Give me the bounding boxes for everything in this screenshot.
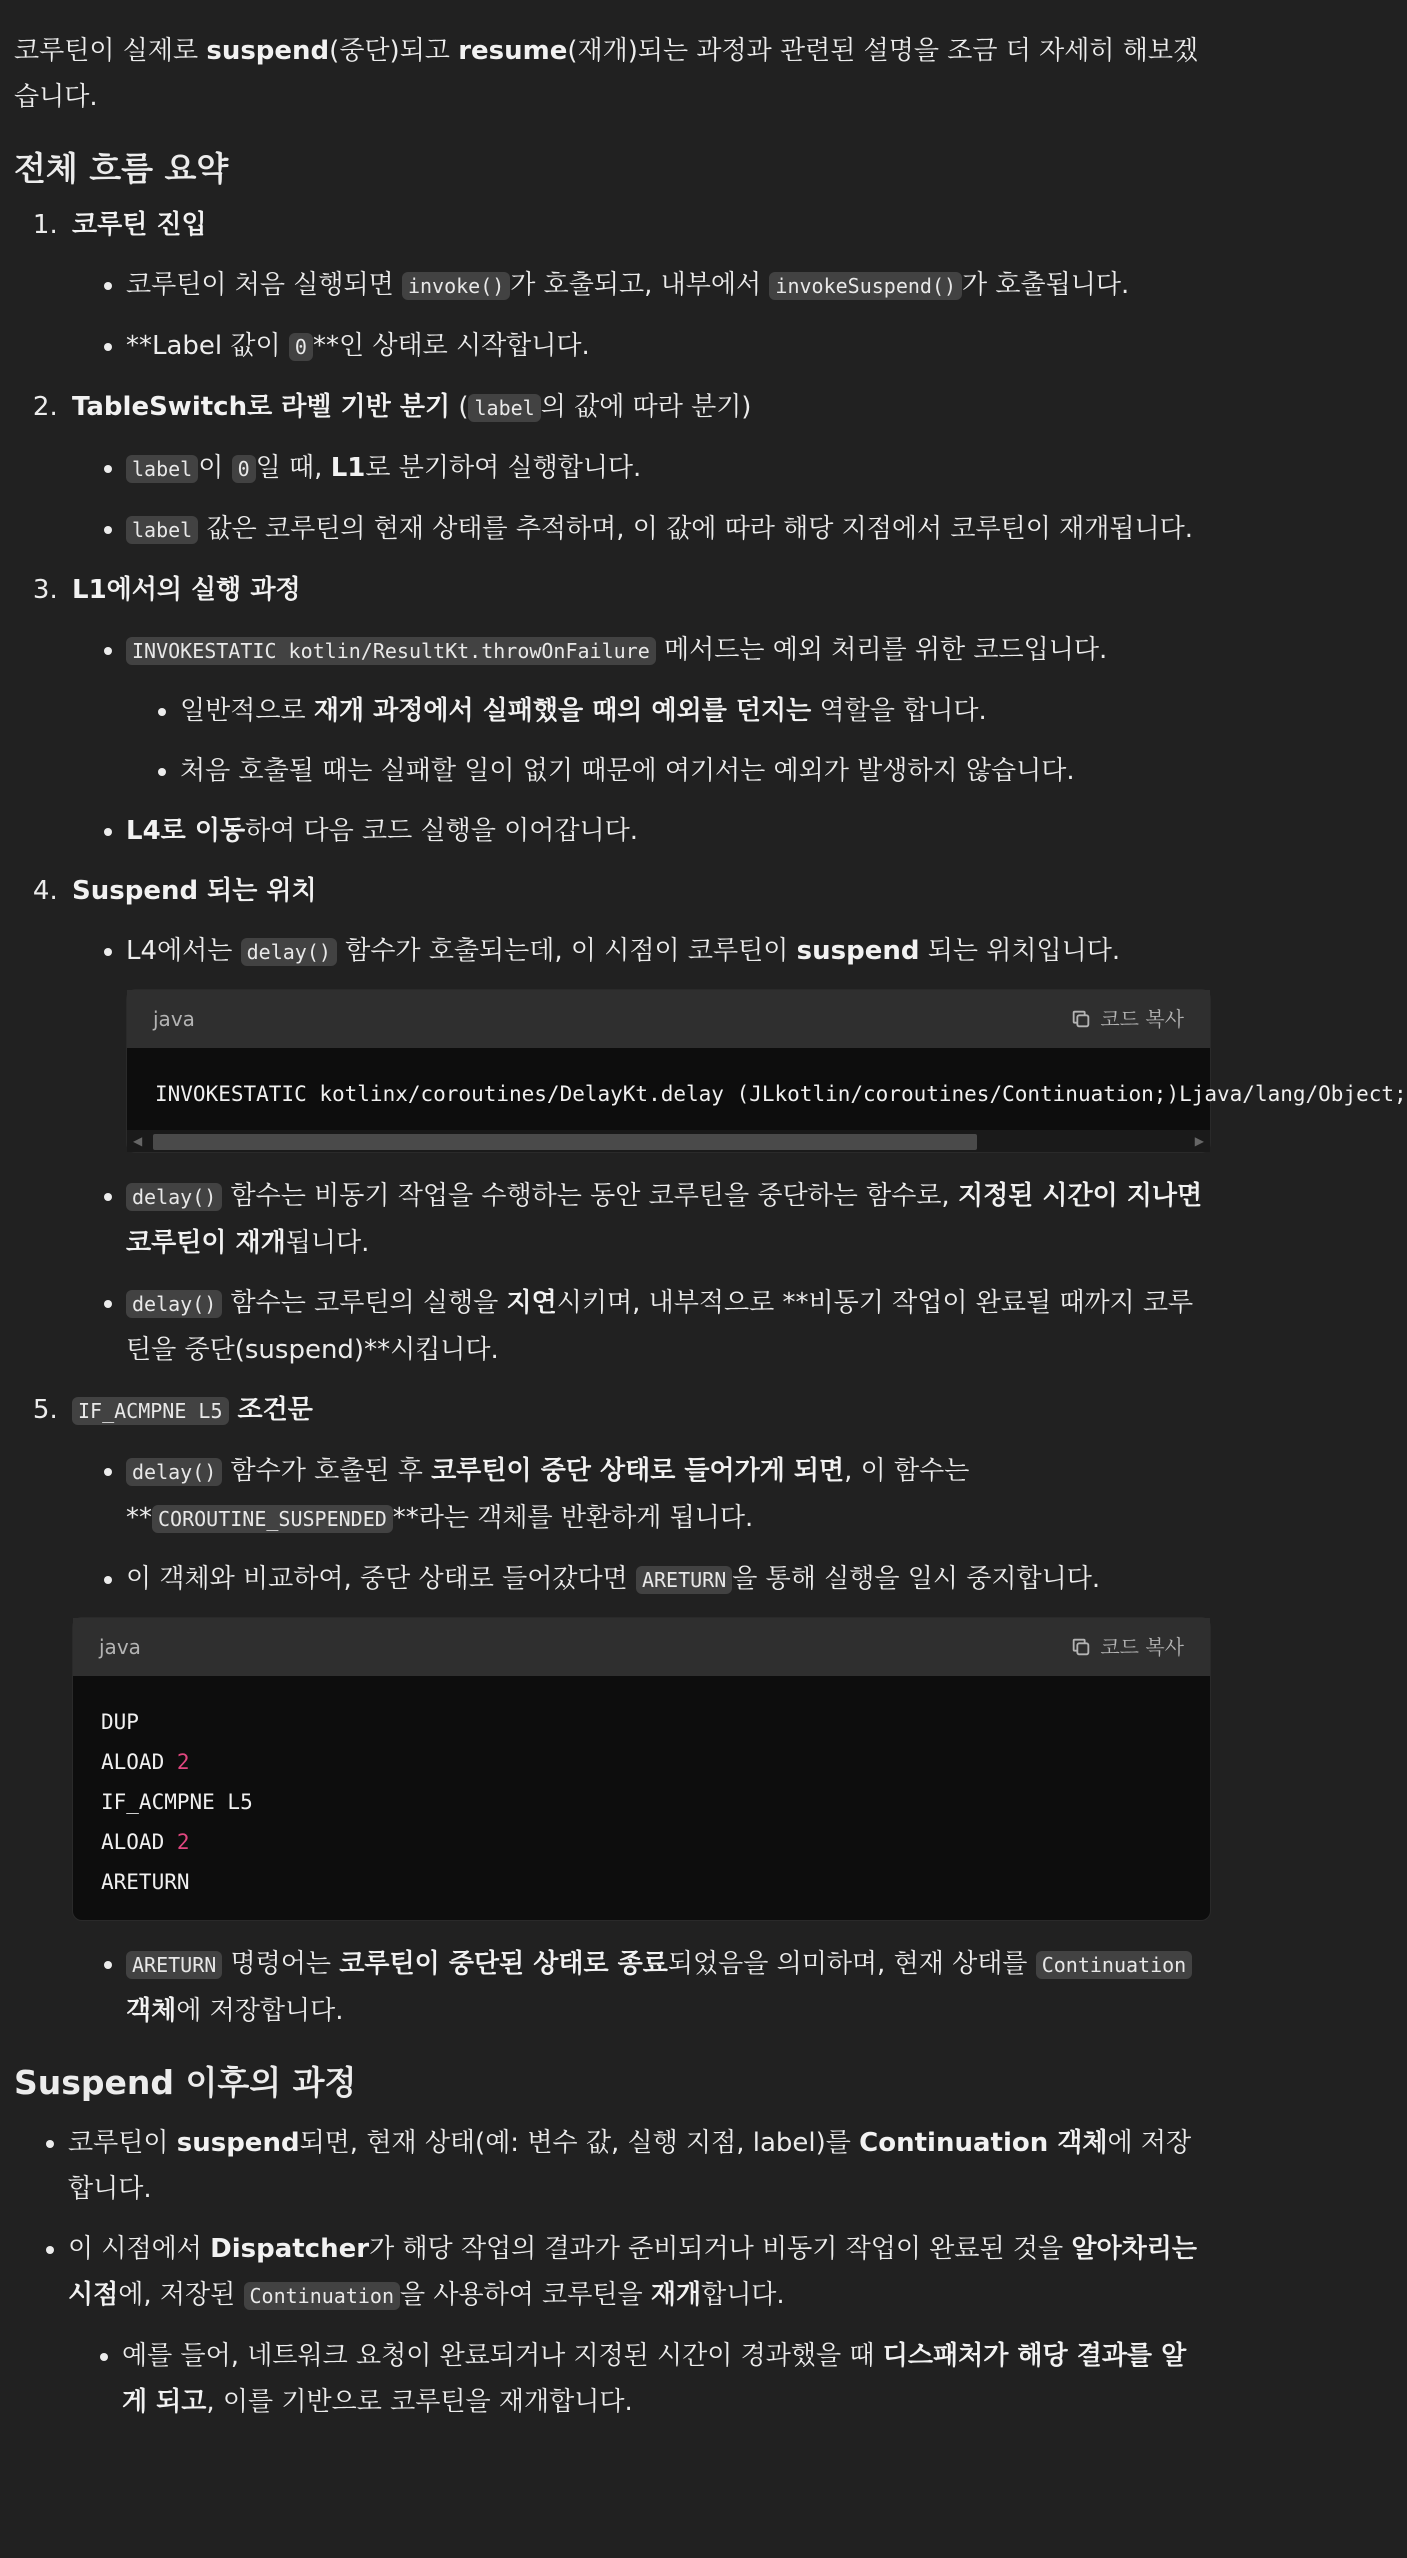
- bullet-list: [72, 928, 1407, 1373]
- flow-list: [14, 202, 1407, 2034]
- inline-code: IF_ACMPNE L5: [72, 1397, 229, 1425]
- bullet-item: • 이 객체와 비교하여, 중단 상태로 들어갔다면 ARETURN 을 통해 실행을 일시 중지합니다.: [126, 1556, 1211, 1603]
- copy-icon: [1070, 1008, 1092, 1030]
- copy-label: 코드 복사: [1100, 1007, 1184, 1031]
- inline-code: label: [126, 516, 198, 544]
- code-block: [126, 989, 1407, 1153]
- bullet-item: • 이 시점에서 Dispatcher가 해당 작업의 결과가 준비되거나 비동기 작업이 완료된 것을 알아차리는 시점에, 저장된 Continuation 을 사용하여 코루틴을 재개합니다. • 예를 들어, 네트워크 요청이 완료되거나 지정된 시간이 경과했을 때 디스패처가 해당 결과를 알게 되고, 이를 기반으로 코루틴을 재개합니다.: [68, 2226, 1211, 2425]
- bullet-list: [72, 1448, 1211, 1603]
- item-title: 조건문: [228, 1395, 313, 1425]
- inline-code: delay(): [241, 938, 337, 966]
- inline-code: 0: [289, 333, 313, 361]
- bullet-list: [14, 2120, 1211, 2425]
- code-line: ALOAD 2: [101, 1830, 190, 1854]
- item-title: Suspend 되는 위치: [72, 876, 317, 906]
- code-block: [72, 1617, 1211, 1921]
- text: (재개)되는 과정과 관련된 설명을 조금 더 자세히 해보겠습니다.: [14, 36, 1199, 112]
- inline-code: Continuation: [1036, 1951, 1193, 1979]
- code-content: [73, 1676, 1210, 1920]
- code-line: INVOKESTATIC kotlinx/coroutines/DelayKt.delay (JLkotlin/coroutines/Continuation;)Ljava/lang/Object;: [155, 1082, 1407, 1106]
- bullet-item: • ARETURN 명령어는 코루틴이 중단된 상태로 종료되었음을 의미하며, 현재 상태를 Continuation 객체에 저장합니다.: [126, 1941, 1211, 2034]
- sub-bullet-item: • 일반적으로 재개 과정에서 실패했을 때의 예외를 던지는 역할을 합니다.: [180, 688, 1211, 734]
- list-item: [66, 567, 1211, 854]
- sub-bullet-list: [126, 688, 1211, 794]
- list-item: [66, 868, 1407, 1373]
- code-content: [127, 1048, 1407, 1130]
- section-heading: Suspend 이후의 과정: [14, 2063, 357, 2102]
- bullet-item: • L4에서는 delay() 함수가 호출되는데, 이 시점이 코루틴이 suspend 되는 위치입니다. java 코드 복사 INVOKESTATIC kotlinx/coroutines/DelayKt.delay (JLkotlin/coroutines/Continuation;)Ljava/lang/Object; ◀ ▶: [126, 928, 1211, 1153]
- item-title: L1에서의 실행 과정: [72, 575, 301, 605]
- copy-code-button[interactable]: [1070, 996, 1184, 1042]
- inline-code: 0: [232, 455, 256, 483]
- code-language-label: java: [99, 1635, 141, 1659]
- code-language-label: java: [153, 1007, 195, 1031]
- code-header: [73, 1618, 1210, 1676]
- bullet-list: [72, 1941, 1211, 2034]
- sub-bullet-item: • 예를 들어, 네트워크 요청이 완료되거나 지정된 시간이 경과했을 때 디스패처가 해당 결과를 알게 되고, 이를 기반으로 코루틴을 재개합니다.: [122, 2333, 1211, 2425]
- inline-code: delay(): [126, 1290, 222, 1318]
- inline-code: label: [468, 394, 540, 422]
- inline-code: delay(): [126, 1458, 222, 1486]
- text: (중단)되고: [329, 36, 459, 66]
- scrollbar-thumb[interactable]: [153, 1134, 977, 1150]
- bullet-item: • delay() 함수는 코루틴의 실행을 지연시키며, 내부적으로 **비동기 작업이 완료될 때까지 코루틴을 중단(suspend)**시킵니다.: [126, 1280, 1211, 1373]
- bullet-item: • 코루틴이 처음 실행되면 invoke() 가 호출되고, 내부에서 invokeSuspend() 가 호출됩니다.: [126, 262, 1211, 309]
- bullet-item: • label 이 0 일 때, L1로 분기하여 실행합니다.: [126, 445, 1211, 492]
- code-line: ALOAD 2: [101, 1750, 190, 1774]
- inline-code: invokeSuspend(): [769, 272, 962, 300]
- horizontal-scrollbar[interactable]: [127, 1130, 1210, 1152]
- bold-text: resume: [458, 36, 568, 66]
- intro-paragraph: [14, 28, 1211, 120]
- bullet-item: • delay() 함수는 비동기 작업을 수행하는 동안 코루틴을 중단하는 함수로, 지정된 시간이 지나면 코루틴이 재개됩니다.: [126, 1173, 1211, 1266]
- list-item: [66, 1387, 1211, 2034]
- bullet-item: • L4로 이동하여 다음 코드 실행을 이어갑니다.: [126, 808, 1211, 854]
- bullet-item: • **Label 값이 0 **인 상태로 시작합니다.: [126, 323, 1211, 370]
- item-title: TableSwitch로 라벨 기반 분기: [72, 392, 451, 422]
- list-item: 2. TableSwitch로 라벨 기반 분기 ( label 의 값에 따라 분기) • label 이 0 일 때, L1로 분기하여 실행합니다. • label 값은 코루틴의 현재 상태를 추적하며, 이 값에 따라 해당 지점에서 코루틴이 재개됩니다.: [66, 384, 1211, 553]
- bold-text: suspend: [206, 36, 330, 66]
- copy-icon: [1070, 1636, 1092, 1658]
- copy-code-button[interactable]: [1070, 1624, 1184, 1670]
- item-title: 코루틴 진입: [72, 210, 207, 240]
- code-line: DUP: [101, 1710, 139, 1734]
- bullet-item: • label 값은 코루틴의 현재 상태를 추적하며, 이 값에 따라 해당 지점에서 코루틴이 재개됩니다.: [126, 506, 1211, 553]
- inline-code: delay(): [126, 1183, 222, 1211]
- text: 코루틴이 실제로: [14, 36, 207, 66]
- inline-code: INVOKESTATIC kotlin/ResultKt.throwOnFailure: [126, 637, 656, 665]
- inline-code: invoke(): [402, 272, 510, 300]
- copy-label: 코드 복사: [1100, 1635, 1184, 1659]
- code-header: [127, 990, 1210, 1048]
- code-line: IF_ACMPNE L5: [101, 1790, 253, 1814]
- section-heading: 전체 흐름 요약: [14, 149, 229, 188]
- bullet-list: [72, 445, 1211, 553]
- sub-bullet-list: [68, 2333, 1211, 2425]
- inline-code: label: [126, 455, 198, 483]
- inline-code: ARETURN: [126, 1951, 222, 1979]
- inline-code: ARETURN: [636, 1566, 732, 1594]
- inline-code: COROUTINE_SUSPENDED: [152, 1505, 393, 1533]
- scroll-right-icon[interactable]: ▶: [1194, 1134, 1204, 1148]
- scroll-left-icon[interactable]: ◀: [133, 1134, 143, 1148]
- inline-code: Continuation: [244, 2282, 401, 2310]
- code-line: ARETURN: [101, 1870, 190, 1894]
- bullet-item: • INVOKESTATIC kotlin/ResultKt.throwOnFailure 메서드는 예외 처리를 위한 코드입니다. • 일반적으로 재개 과정에서 실패했을 때의 예외를 던지는 역할을 합니다. • 처음 호출될 때는 실패할 일이 없기 때문에 여기서는 예외가 발생하지 않습니다.: [126, 627, 1211, 794]
- bullet-list: [72, 262, 1211, 370]
- bullet-item: • 코루틴이 suspend되면, 현재 상태(예: 변수 값, 실행 지점, label)를 Continuation 객체에 저장합니다.: [68, 2120, 1211, 2212]
- list-item: [66, 202, 1211, 370]
- sub-bullet-item: • 처음 호출될 때는 실패할 일이 없기 때문에 여기서는 예외가 발생하지 않습니다.: [180, 748, 1211, 794]
- bullet-list: [72, 627, 1211, 854]
- bullet-item: • delay() 함수가 호출된 후 코루틴이 중단 상태로 들어가게 되면, 이 함수는 ** COROUTINE_SUSPENDED **라는 객체를 반환하게 됩니다.: [126, 1448, 1211, 1542]
